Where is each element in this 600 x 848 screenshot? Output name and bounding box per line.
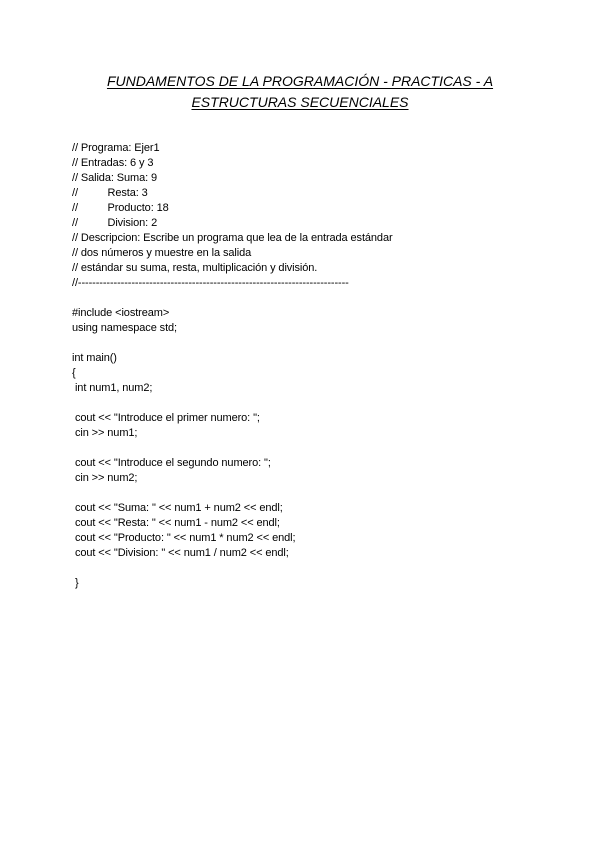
- code-line: #include <iostream>: [72, 307, 170, 319]
- code-line: cout << "Division: " << num1 / num2 << endl;: [72, 547, 289, 559]
- title-line-1: FUNDAMENTOS DE LA PROGRAMACIÓN - PRACTICAS - A: [106, 73, 494, 89]
- code-line: [72, 396, 552, 411]
- title-line-2: ESTRUCTURAS SECUENCIALES: [191, 94, 409, 110]
- code-line: using namespace std;: [72, 322, 178, 334]
- code-line: {: [72, 367, 76, 379]
- code-line: int main(): [72, 352, 117, 364]
- code-line: // Entradas: 6 y 3: [72, 157, 154, 169]
- code-line: [72, 336, 552, 351]
- code-line: // Resta: 3: [72, 187, 148, 199]
- code-line: [72, 486, 552, 501]
- code-line: cout << "Producto: " << num1 * num2 << endl;: [72, 532, 296, 544]
- code-line: cout << "Introduce el segundo numero: ";: [72, 457, 271, 469]
- code-line: // Descripcion: Escribe un programa que lea de la entrada estándar: [72, 232, 393, 244]
- code-line: // estándar su suma, resta, multiplicación y división.: [72, 262, 318, 274]
- code-line: // Producto: 18: [72, 202, 169, 214]
- code-line: cin >> num1;: [72, 427, 138, 439]
- code-line: cout << "Suma: " << num1 + num2 << endl;: [72, 502, 283, 514]
- code-line: cout << "Resta: " << num1 - num2 << endl;: [72, 517, 280, 529]
- code-line: // dos números y muestre en la salida: [72, 247, 252, 259]
- code-line: [72, 441, 552, 456]
- code-line: // Programa: Ejer1: [72, 142, 160, 154]
- code-listing: [72, 141, 552, 591]
- code-line: cout << "Introduce el primer numero: ";: [72, 412, 260, 424]
- page-title: [60, 71, 540, 113]
- code-line: // Division: 2: [72, 217, 158, 229]
- code-line: //----------------------------------------------------------------------------: [72, 277, 349, 289]
- code-line: [72, 291, 552, 306]
- code-line: [72, 561, 552, 576]
- code-line: // Salida: Suma: 9: [72, 172, 158, 184]
- code-line: cin >> num2;: [72, 472, 138, 484]
- code-line: }: [72, 577, 79, 589]
- code-line: int num1, num2;: [72, 382, 153, 394]
